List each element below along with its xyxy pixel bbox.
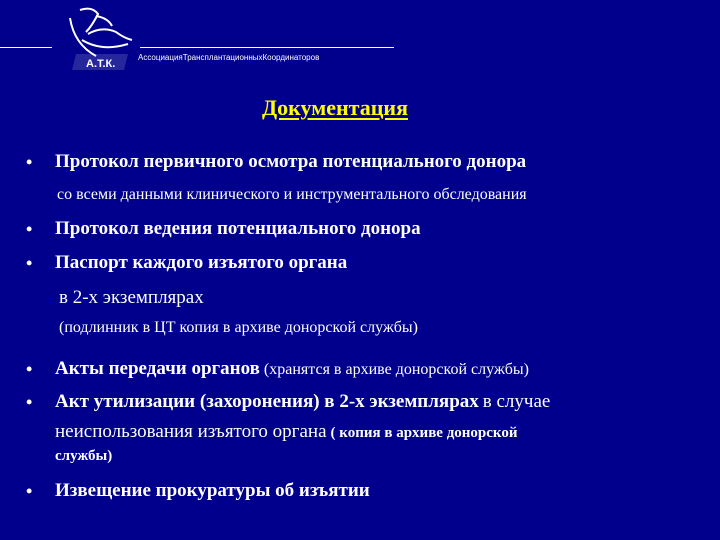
list-item-main: Акты передачи органов [55,358,260,379]
list-item-detail [55,421,518,443]
bullet: • [26,481,33,501]
bullet: • [26,253,33,273]
list-item-main: Акт утилизации (захоронения) в 2-х экземплярах [55,391,479,412]
list-item-note: (хранятся в архиве донорской службы) [263,361,529,378]
list-item-cont-text: неиспользования изъятого органа [55,421,327,442]
bullet: • [26,359,33,379]
logo-text: А.Т.К. [86,58,116,70]
page-title: Документация [262,95,408,120]
list-item-detail: в 2-х экземплярах [59,287,204,308]
list-item: Протокол ведения потенциального донора [55,218,421,239]
list-item-detail: службы) [55,448,113,464]
association-name: АссоциацияТрансплантационныхКоординаторов [138,53,320,62]
list-item: Извещение прокуратуры об изъятии [55,480,370,501]
list-item-cont-bold: ( копия в архиве донорской [330,425,518,441]
list-item-detail: (подлинник в ЦТ копия в архиве донорской службы) [59,319,418,336]
bullet: • [26,152,33,172]
list-item: Паспорт каждого изъятого органа [55,252,348,273]
list-item: Протокол первичного осмотра потенциального донора [55,151,527,172]
list-item-cont: в случае [482,391,551,412]
header-rule-right [140,47,394,48]
list-item-detail: со всеми данными клинического и инструментального обследования [57,186,527,203]
list-item [55,391,550,413]
header-rule-left [0,47,52,48]
bullet: • [26,392,33,412]
atk-logo [52,4,142,74]
list-item [55,358,529,380]
bullet: • [26,219,33,239]
